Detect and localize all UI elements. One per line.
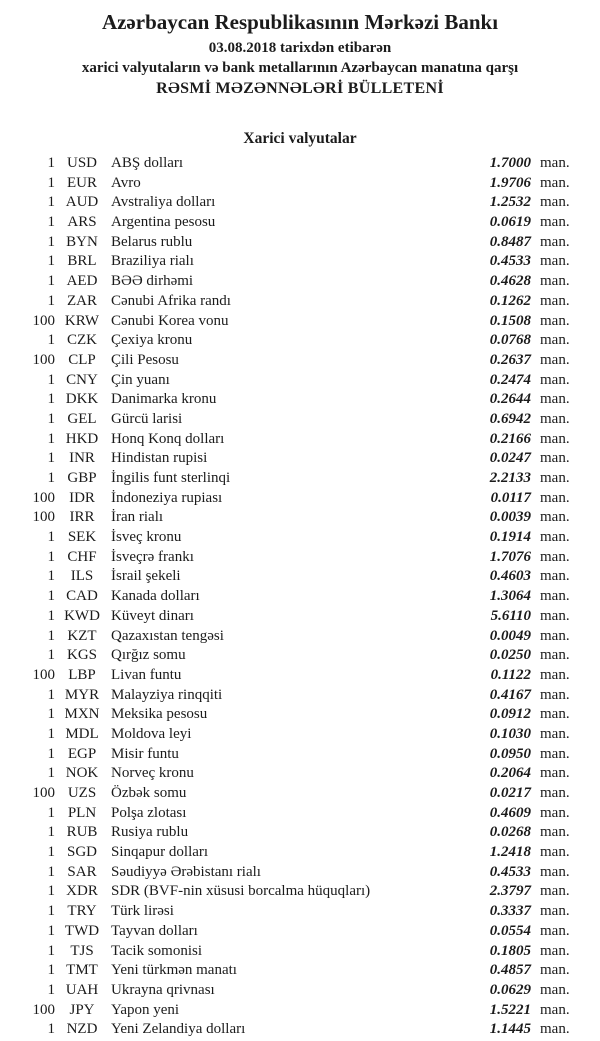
unit-label: man. (540, 410, 570, 427)
rate-row (0, 411, 600, 431)
currency-code: KWD (64, 607, 100, 624)
currency-code: DKK (65, 391, 99, 408)
currency-code: BYN (66, 233, 98, 250)
nominal-value: 1 (47, 863, 55, 880)
currency-name: Belarus rublu (111, 233, 193, 250)
unit-label: man. (540, 312, 570, 329)
rate-row (0, 332, 600, 352)
rate-value: 0.0268 (489, 824, 531, 841)
unit-label: man. (540, 1021, 570, 1038)
rate-row (0, 194, 600, 214)
currency-code: USD (66, 155, 97, 171)
unit-label: man. (540, 607, 570, 624)
rate-row (0, 529, 600, 549)
unit-label: man. (540, 194, 570, 211)
unit-label: man. (540, 922, 570, 939)
rate-row (0, 273, 600, 293)
bulletin-title: RƏSMİ MƏZƏNNƏLƏRİ BÜLLETENİ (156, 80, 444, 97)
unit-label: man. (540, 1001, 570, 1018)
rate-row (0, 647, 600, 667)
currency-code: MXN (64, 706, 100, 723)
unit-label: man. (540, 666, 570, 683)
rate-value: 0.4603 (489, 568, 531, 585)
rate-value: 0.1030 (489, 725, 531, 742)
nominal-value: 1 (47, 627, 55, 644)
currency-code: CAD (66, 588, 98, 605)
rate-row (0, 667, 600, 687)
nominal-value: 1 (47, 332, 55, 349)
rate-value: 0.1805 (489, 942, 531, 959)
rate-row (0, 470, 600, 490)
unit-label: man. (540, 686, 570, 703)
unit-label: man. (540, 844, 570, 861)
currency-code: KZT (67, 627, 97, 644)
rate-value: 0.6942 (489, 410, 531, 427)
currency-code: NZD (66, 1021, 98, 1038)
currency-code: TWD (64, 922, 100, 939)
rate-row (0, 450, 600, 470)
rate-row (0, 293, 600, 313)
currency-name: İngilis funt sterlinqi (111, 470, 231, 486)
unit-label: man. (540, 568, 570, 585)
rate-value: 0.2644 (489, 391, 531, 408)
currency-name: Qazaxıstan tengəsi (111, 627, 224, 644)
currency-name: Argentina pesosu (111, 214, 216, 231)
unit-label: man. (540, 371, 570, 388)
currency-code: TMT (66, 962, 98, 979)
nominal-value: 1 (47, 706, 55, 723)
currency-code: SEK (67, 529, 97, 546)
rate-value: 1.3064 (489, 588, 531, 605)
currency-code: ILS (70, 568, 94, 585)
section-title-foreign-currencies: Xarici valyutalar (243, 130, 357, 147)
rate-value: 0.0768 (489, 332, 531, 349)
rate-row (0, 824, 600, 844)
currency-name: Meksika pesosu (111, 706, 208, 723)
currency-code: CHF (67, 548, 97, 565)
unit-label: man. (540, 509, 570, 526)
nominal-value: 1 (47, 903, 55, 920)
rate-value: 0.0629 (489, 981, 531, 998)
currency-name: Rusiya rublu (111, 824, 189, 841)
currency-name: Cənubi Korea vonu (111, 312, 229, 329)
rate-value: 0.0619 (489, 214, 531, 231)
rate-value: 0.4533 (489, 863, 531, 880)
currency-code: CNY (66, 371, 98, 388)
currency-name: Avro (111, 174, 141, 191)
rate-row (0, 214, 600, 234)
rate-value: 0.2637 (489, 351, 531, 368)
rate-row (0, 687, 600, 707)
currency-code: CLP (68, 351, 96, 368)
currency-name: İsveç kronu (111, 529, 182, 546)
currency-code: KGS (66, 647, 97, 664)
currency-name: Ukrayna qrivnası (111, 981, 215, 998)
currency-code: BRL (67, 253, 97, 270)
currency-name: Çexiya kronu (111, 332, 193, 349)
nominal-value: 100 (32, 489, 55, 506)
rate-value: 0.0049 (489, 627, 531, 644)
unit-label: man. (540, 529, 570, 546)
currency-name: Küveyt dinarı (111, 607, 194, 624)
unit-label: man. (540, 292, 570, 309)
unit-label: man. (540, 391, 570, 408)
nominal-value: 1 (47, 548, 55, 565)
currency-name: BƏƏ dirhəmi (111, 273, 194, 290)
rate-value: 0.8487 (489, 233, 531, 250)
currency-code: AED (66, 273, 98, 290)
unit-label: man. (540, 804, 570, 821)
rate-value: 0.3337 (489, 903, 531, 920)
nominal-value: 1 (47, 588, 55, 605)
nominal-value: 1 (47, 1021, 55, 1038)
nominal-value: 1 (47, 194, 55, 211)
currency-code: TJS (70, 942, 94, 959)
currency-name: Cənubi Afrika randı (111, 292, 231, 309)
unit-label: man. (540, 627, 570, 644)
rate-row (0, 588, 600, 608)
currency-code: IDR (69, 489, 95, 506)
nominal-value: 100 (32, 1001, 55, 1018)
currency-code: NOK (65, 765, 99, 782)
unit-label: man. (540, 942, 570, 959)
nominal-value: 100 (32, 785, 55, 801)
currency-name: Çin yuanı (111, 371, 170, 388)
currency-name: Özbək somu (111, 785, 187, 801)
unit-label: man. (540, 883, 570, 900)
currency-name: Türk lirəsi (111, 903, 174, 920)
currency-code: MYR (64, 686, 100, 703)
currency-name: Tacik somonisi (111, 942, 203, 959)
nominal-value: 1 (47, 450, 55, 467)
unit-label: man. (540, 765, 570, 782)
currency-name: İndoneziya rupiası (111, 489, 223, 506)
unit-label: man. (540, 332, 570, 349)
nominal-value: 1 (47, 292, 55, 309)
nominal-value: 1 (47, 765, 55, 782)
currency-code: SGD (66, 844, 97, 861)
rate-value: 0.0217 (489, 785, 531, 801)
currency-code: XDR (66, 883, 98, 900)
currency-name: İsrail şekeli (111, 568, 181, 585)
unit-label: man. (540, 981, 570, 998)
nominal-value: 1 (47, 470, 55, 486)
nominal-value: 100 (32, 312, 55, 329)
unit-label: man. (540, 253, 570, 270)
rate-value: 0.2474 (489, 371, 531, 388)
currency-name: Honq Konq dolları (111, 430, 225, 447)
rate-row (0, 1002, 600, 1022)
unit-label: man. (540, 155, 570, 171)
bank-name: Azərbaycan Respublikasının Mərkəzi Bankı (101, 10, 499, 34)
unit-label: man. (540, 725, 570, 742)
rate-value: 0.4857 (489, 962, 531, 979)
currency-name: İsveçrə frankı (111, 548, 194, 565)
rate-value: 5.6110 (490, 607, 531, 624)
currency-name: Livan funtu (111, 666, 182, 683)
unit-label: man. (540, 647, 570, 664)
rate-row (0, 608, 600, 628)
rate-row (0, 490, 600, 510)
nominal-value: 1 (47, 824, 55, 841)
rate-value: 1.1445 (489, 1021, 531, 1038)
nominal-value: 1 (47, 233, 55, 250)
rate-row (0, 391, 600, 411)
rate-value: 0.1122 (490, 666, 531, 683)
unit-label: man. (540, 706, 570, 723)
rate-value: 0.0247 (489, 450, 531, 467)
unit-label: man. (540, 430, 570, 447)
rate-row (0, 706, 600, 726)
rate-value: 0.0250 (489, 647, 531, 664)
scope-line: xarici valyutaların və bank metallarının Azərbaycan manatına qarşı (81, 60, 519, 76)
currency-code: JPY (69, 1001, 95, 1018)
currency-name: Norveç kronu (111, 765, 194, 782)
bulletin-header (0, 9, 600, 99)
currency-name: İran rialı (111, 509, 164, 526)
unit-label: man. (540, 233, 570, 250)
rate-row (0, 352, 600, 372)
nominal-value: 1 (47, 804, 55, 821)
unit-label: man. (540, 351, 570, 368)
currency-name: Səudiyyə Ərəbistanı rialı (111, 863, 261, 880)
rate-value: 2.2133 (489, 470, 531, 486)
currency-name: Malayziya rinqqiti (111, 686, 223, 703)
currency-name: Moldova leyi (111, 725, 192, 742)
nominal-value: 1 (47, 883, 55, 900)
nominal-value: 1 (47, 253, 55, 270)
rate-row (0, 883, 600, 903)
currency-code: MDL (65, 725, 99, 742)
unit-label: man. (540, 588, 570, 605)
rate-row (0, 785, 600, 805)
unit-label: man. (540, 470, 570, 486)
rate-row (0, 549, 600, 569)
rate-row (0, 726, 600, 746)
rate-row (0, 234, 600, 254)
rate-row (0, 765, 600, 785)
rate-row (0, 844, 600, 864)
nominal-value: 1 (47, 391, 55, 408)
currency-name: Misir funtu (111, 745, 179, 762)
currency-code: GBP (67, 470, 97, 486)
currency-code: EGP (67, 745, 97, 762)
nominal-value: 1 (47, 273, 55, 290)
rate-value: 1.7000 (489, 155, 531, 171)
effective-date-line: 03.08.2018 tarixdən etibarən (208, 40, 392, 56)
nominal-value: 1 (47, 174, 55, 191)
nominal-value: 1 (47, 214, 55, 231)
currency-code: KRW (64, 312, 100, 329)
rate-row (0, 155, 600, 175)
rate-value: 0.0039 (489, 509, 531, 526)
exchange-rates-table (0, 155, 600, 1041)
currency-name: SDR (BVF-nin xüsusi borcalma hüquqları) (111, 883, 371, 900)
currency-name: Gürcü larisi (111, 410, 183, 427)
rate-row (0, 253, 600, 273)
rate-value: 1.7076 (489, 548, 531, 565)
nominal-value: 1 (47, 410, 55, 427)
currency-code: EUR (67, 174, 97, 191)
nominal-value: 1 (47, 686, 55, 703)
rate-row (0, 746, 600, 766)
rate-row (0, 509, 600, 529)
currency-code: PLN (67, 804, 97, 821)
nominal-value: 1 (47, 607, 55, 624)
currency-name: Qırğız somu (111, 647, 186, 664)
unit-label: man. (540, 548, 570, 565)
rate-row (0, 628, 600, 648)
rate-row (0, 903, 600, 923)
currency-code: AUD (65, 194, 99, 211)
rate-value: 0.0912 (489, 706, 531, 723)
rate-row (0, 982, 600, 1002)
unit-label: man. (540, 863, 570, 880)
currency-name: Yeni Zelandiya dolları (111, 1021, 246, 1038)
rate-row (0, 923, 600, 943)
currency-code: UZS (67, 785, 97, 801)
rate-value: 0.4628 (489, 273, 531, 290)
currency-code: GEL (67, 410, 97, 427)
nominal-value: 1 (47, 155, 55, 171)
currency-code: UAH (65, 981, 99, 998)
unit-label: man. (540, 903, 570, 920)
currency-name: Yapon yeni (111, 1001, 180, 1018)
currency-name: Polşa zlotası (111, 804, 187, 821)
nominal-value: 1 (47, 725, 55, 742)
currency-name: ABŞ dolları (111, 155, 184, 171)
currency-code: IRR (69, 509, 95, 526)
currency-code: RUB (66, 824, 98, 841)
nominal-value: 100 (32, 666, 55, 683)
nominal-value: 1 (47, 922, 55, 939)
currency-code: HKD (65, 430, 99, 447)
currency-code: ZAR (67, 292, 97, 309)
currency-name: Avstraliya dolları (111, 194, 216, 211)
currency-code: SAR (67, 863, 97, 880)
currency-name: Çili Pesosu (111, 351, 179, 368)
rate-row (0, 864, 600, 884)
nominal-value: 1 (47, 745, 55, 762)
currency-name: Sinqapur dolları (111, 844, 209, 861)
nominal-value: 100 (32, 351, 55, 368)
rate-value: 0.0950 (489, 745, 531, 762)
rate-value: 1.2532 (489, 194, 531, 211)
currency-code: INR (69, 450, 95, 467)
nominal-value: 1 (47, 962, 55, 979)
unit-label: man. (540, 785, 570, 801)
rate-value: 0.2166 (489, 430, 531, 447)
rate-row (0, 943, 600, 963)
nominal-value: 1 (47, 371, 55, 388)
rate-value: 0.1262 (489, 292, 531, 309)
rate-value: 0.4533 (489, 253, 531, 270)
nominal-value: 1 (47, 844, 55, 861)
rate-row (0, 313, 600, 333)
unit-label: man. (540, 214, 570, 231)
nominal-value: 1 (47, 568, 55, 585)
rate-row (0, 568, 600, 588)
rate-value: 1.5221 (489, 1001, 531, 1018)
nominal-value: 1 (47, 430, 55, 447)
currency-name: Tayvan dolları (111, 922, 198, 939)
currency-code: TRY (67, 903, 97, 920)
currency-name: Yeni türkmən manatı (111, 962, 237, 979)
rate-value: 0.4609 (489, 804, 531, 821)
nominal-value: 1 (47, 942, 55, 959)
rate-value: 0.1914 (489, 529, 531, 546)
rate-row (0, 962, 600, 982)
rate-value: 0.2064 (489, 765, 531, 782)
currency-name: Kanada dolları (111, 588, 200, 605)
currency-code: CZK (67, 332, 97, 349)
nominal-value: 1 (47, 647, 55, 664)
nominal-value: 100 (32, 509, 55, 526)
rate-row (0, 372, 600, 392)
rate-value: 0.4167 (489, 686, 531, 703)
rate-value: 0.0117 (490, 489, 531, 506)
currency-name: Hindistan rupisi (111, 450, 208, 467)
currency-code: ARS (67, 214, 97, 231)
unit-label: man. (540, 962, 570, 979)
unit-label: man. (540, 450, 570, 467)
nominal-value: 1 (47, 981, 55, 998)
currency-name: Danimarka kronu (111, 391, 217, 408)
rate-row (0, 175, 600, 195)
rate-row (0, 805, 600, 825)
unit-label: man. (540, 273, 570, 290)
rate-value: 0.1508 (489, 312, 531, 329)
currency-code: LBP (68, 666, 96, 683)
unit-label: man. (540, 824, 570, 841)
rate-row (0, 431, 600, 451)
nominal-value: 1 (47, 529, 55, 546)
rate-value: 1.9706 (489, 174, 531, 191)
rate-value: 2.3797 (489, 883, 531, 900)
rate-value: 0.0554 (489, 922, 531, 939)
unit-label: man. (540, 174, 570, 191)
unit-label: man. (540, 745, 570, 762)
rate-value: 1.2418 (489, 844, 531, 861)
currency-name: Braziliya rialı (111, 253, 194, 270)
unit-label: man. (540, 489, 570, 506)
